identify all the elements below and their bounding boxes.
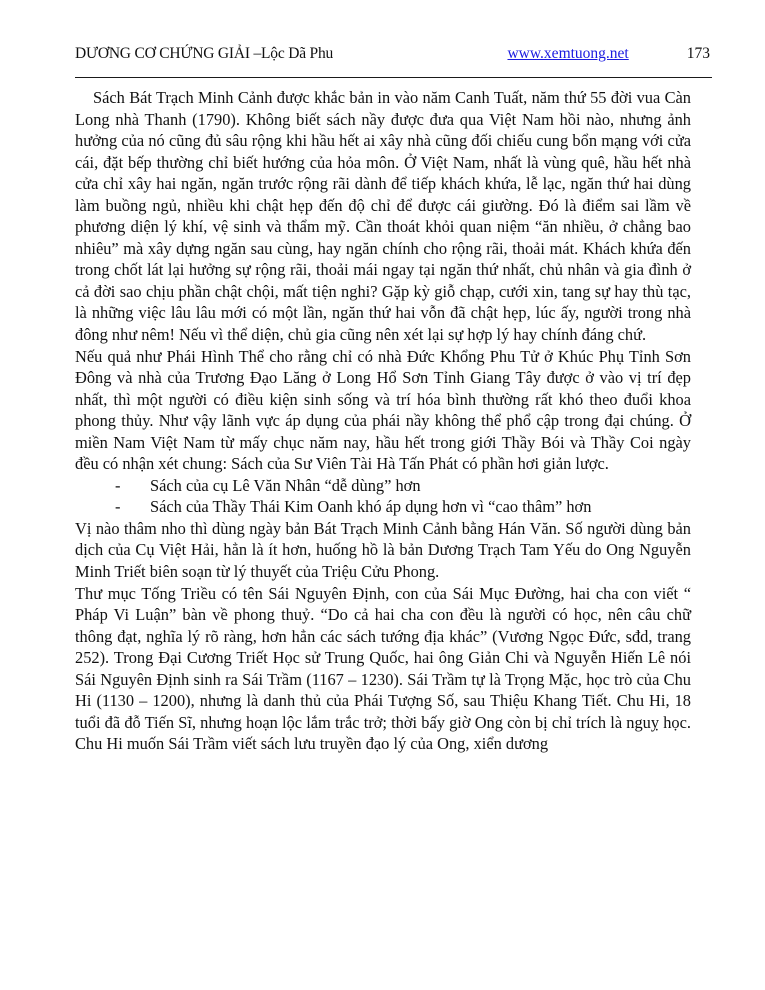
- paragraph-han-van-versions: Vị nào thâm nho thì dùng ngày bản Bát Trạch Minh Cảnh bằng Hán Văn. Số người dùng bản dịch của Cụ Việt Hải, hẳn là ít hơn, huống hồ là bản Dương Trạch Tam Yếu do Ong Nguyễn Minh Triết biên soạn từ lý thuyết của Triệu Cửu Phong.: [75, 518, 691, 582]
- page-number: 173: [686, 45, 710, 62]
- header-divider: [75, 77, 712, 78]
- page-body: [75, 87, 691, 755]
- bullet-text: Sách của cụ Lê Văn Nhân “dễ dùng” hơn: [150, 475, 421, 495]
- list-item: [75, 475, 691, 497]
- paragraph-bat-trach-minh-canh: Sách Bát Trạch Minh Cảnh được khắc bản in vào năm Canh Tuất, năm thứ 55 đời vua Càn Long nhà Thanh (1790). Không biết sách nầy được đưa qua Việt Nam hồi nào, nhưng ảnh hưởng của nó cũng đủ sâu rộng khi hầu hết ai xây nhà cũng đối chiếu cung bổn mạng với cửa cái, đặt bếp thường chỉ biết hướng của hỏa môn. Ở Việt Nam, nhất là vùng quê, hầu hết nhà cửa chỉ xây hai ngăn, ngăn trước rộng rãi dành để tiếp khách khứa, lễ lạc, ngăn thứ hai dùng làm buồng ngủ, nhiều khi chật hẹp đến độ chỉ để được cái giường. Đó là điểm sai lầm về phương diện lý khí, vệ sinh và thẩm mỹ. Cần thoát khỏi quan niệm “ăn nhiều, ở chẳng bao nhiêu” mà xây dựng ngăn sau cùng, hay ngăn chính cho rộng rãi, thoải mát. Khách khứa đến trong chốt lát lại hưởng sự rộng rãi, thoải mái ngay tại ngăn thứ nhất, chủ nhân và gia đình ở cả đời sao chịu phần chật chội, mất tiện nghi? Gặp kỳ giỗ chạp, cưới xin, tang sự hay thù tạc, là những việc lâu lâu mới có một lần, ngăn thứ hai vỗn đã chật hẹp, lúc ấy, người trong nhà đông như nêm! Nếu vì thể diện, chủ gia cũng nên xét lại sự hợp lý hay chính đáng chứ.: [75, 88, 691, 345]
- bullet-dash: -: [115, 475, 121, 495]
- page-header: [75, 44, 712, 64]
- list-item: [75, 496, 691, 518]
- paragraph-tong-trieu: Thư mục Tống Triều có tên Sái Nguyên Định, con của Sái Mục Đường, hai cha con viết “ Pháp Vi Luận” bàn về phong thuỷ. “Do cả hai cha con đều là người có học, nên câu chữ thông đạt, nghĩa lý rõ ràng, hơn hẳn các sách tướng địa khác” (Vương Ngọc Đức, sđd, trang 252). Trong Đại Cương Triết Học sử Trung Quốc, hai ông Giản Chi và Nguyễn Hiến Lê nói Sái Nguyên Định sinh ra Sái Trầm (1167 – 1230). Sái Trầm tự là Trọng Mặc, học trò của Chu Hi (1130 – 1200), nhưng là danh thủ của Phái Tượng Số, sau Thiệu Khang Tiết. Chu Hi, 18 tuổi đã đỗ Tiến Sĩ, nhưng hoạn lộc lắm trắc trở; thời bấy giờ Ong còn bị chỉ trích là nguỵ học. Chu Hi muốn Sái Trầm viết sách lưu truyền đạo lý của Ong, xiển dương: [75, 583, 691, 754]
- bullet-dash: -: [115, 497, 121, 517]
- bullet-text: Sách của Thầy Thái Kim Oanh khó áp dụng hơn vì “cao thâm” hơn: [150, 497, 592, 517]
- running-header-title: DƯƠNG CƠ CHỨNG GIẢI –Lộc Dã Phu: [75, 45, 334, 62]
- website-link[interactable]: www.xemtuong.net: [507, 45, 629, 62]
- paragraph-phai-hinh-the: Nếu quả như Phái Hình Thể cho rằng chỉ có nhà Đức Khổng Phu Tử ở Khúc Phụ Tỉnh Sơn Đông và nhà của Trương Đạo Lăng ở Long Hổ Sơn Tỉnh Giang Tây được ở vào vị trí đẹp nhất, thì một người có điều kiện sinh sống và trí hóa bình thường rất khó theo đuổi khoa phong thủy. Như vậy lãnh vực áp dụng của phái nầy không thể phổ cập trong đại chúng. Ở miền Nam Việt Nam từ mấy chục năm nay, hầu hết trong giới Thầy Bói và Thầy Coi ngày đều có nhận xét chung: Sách của Sư Viên Tài Hà Tấn Phát có phần hơi giản lược.: [75, 346, 691, 474]
